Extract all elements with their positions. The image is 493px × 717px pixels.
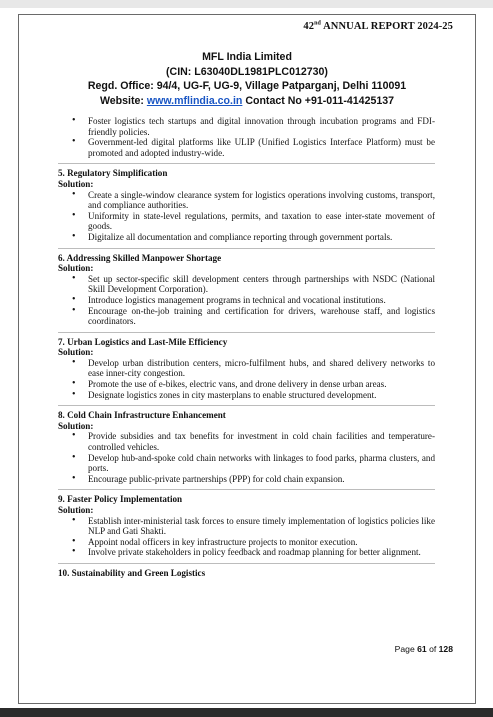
website-link[interactable]: www.mflindia.co.in — [146, 94, 243, 107]
bullet-list — [58, 431, 435, 484]
list-item: • Set up sector-specific skill development centers through partnerships with NSDC (National Skill Development Corporation). — [88, 274, 435, 295]
page-number — [395, 644, 453, 654]
bullet-list — [58, 516, 435, 558]
solution-label: Solution: — [58, 178, 94, 189]
intro-bullet-list — [58, 116, 435, 158]
of-word: of — [429, 644, 437, 654]
list-item: • Provide subsidies and tax benefits for investment in cold chain facilities and temperature-controlled vehicles. — [88, 431, 435, 452]
section-regulatory-simplification — [58, 163, 435, 242]
section-heading: 8. Cold Chain Infrastructure Enhancement — [58, 410, 226, 421]
list-item: • Develop hub-and-spoke cold chain networks with linkages to food parks, pharma clusters, and ports. — [88, 453, 435, 474]
company-letterhead — [18, 50, 476, 108]
company-cin: (CIN: L63040DL1981PLC012730) — [166, 65, 328, 78]
list-item: • Create a single-window clearance system for logistics operations involving customs, transport, and compliance authorities. — [88, 190, 435, 211]
solution-label: Solution: — [58, 263, 94, 274]
list-item: • Encourage on-the-job training and certification for drivers, warehouse staff, and logistics coordinators. — [88, 306, 435, 327]
list-item: • Government-led digital platforms like ULIP (Unified Logistics Interface Platform) must be promoted and adopted industry-wide. — [88, 137, 435, 158]
section-cold-chain — [58, 405, 435, 484]
list-item: • Introduce logistics management programs in technical and vocational institutions. — [88, 295, 435, 306]
current-page: 61 — [417, 644, 427, 654]
solution-label: Solution: — [58, 347, 94, 358]
report-ordinal-suffix: nd — [314, 20, 321, 27]
solution-label: Solution: — [58, 420, 94, 431]
list-item: • Develop urban distribution centers, micro-fulfilment hubs, and shared delivery networks to ease inner-city congestion. — [88, 358, 435, 379]
bullet-list — [58, 190, 435, 243]
section-heading: 7. Urban Logistics and Last-Mile Efficiency — [58, 336, 228, 347]
report-header — [303, 21, 453, 32]
total-pages: 128 — [438, 644, 453, 654]
registered-office: Regd. Office: 94/4, UG-F, UG-9, Village Patparganj, Delhi 110091 — [87, 80, 407, 92]
section-heading: 10. Sustainability and Green Logistics — [58, 567, 206, 578]
contact-number: Contact No +91-011-41425137 — [245, 94, 395, 107]
solution-label: Solution: — [58, 505, 94, 515]
company-name: MFL India Limited — [202, 51, 292, 63]
list-item: • Digitalize all documentation and compliance reporting through government portals. — [88, 232, 435, 243]
page-content — [58, 116, 435, 579]
report-ordinal: 42 — [303, 21, 315, 32]
viewer-top-strip — [0, 0, 493, 8]
bullet-list — [58, 358, 435, 400]
page-word: Page — [394, 644, 415, 654]
report-title: ANNUAL REPORT 2024-25 — [323, 21, 453, 32]
list-item: • Designate logistics zones in city masterplans to enable structured development. — [88, 390, 435, 401]
section-heading: 5. Regulatory Simplification — [58, 168, 168, 179]
bullet-list — [58, 274, 435, 327]
list-item: • Establish inter-ministerial task forces to ensure timely implementation of logistics policies like NLP and Gati Shakti. — [88, 516, 435, 537]
section-sustainability — [58, 563, 435, 579]
section-urban-logistics — [58, 332, 435, 401]
viewer-bottom-bar — [0, 708, 493, 717]
section-heading: 6. Addressing Skilled Manpower Shortage — [58, 252, 222, 263]
list-item: • Promote the use of e-bikes, electric vans, and drone delivery in dense urban areas. — [88, 379, 435, 390]
list-item: • Involve private stakeholders in policy feedback and roadmap planning for better alignment. — [88, 547, 435, 558]
intro-section — [58, 116, 435, 158]
section-policy-implementation — [58, 489, 435, 558]
website-contact-line — [18, 94, 476, 109]
section-heading: 9. Faster Policy Implementation — [58, 494, 183, 505]
list-item: • Appoint nodal officers in key infrastructure projects to monitor execution. — [88, 537, 435, 548]
list-item: • Uniformity in state-level regulations, permits, and taxation to ease inter-state movement of goods. — [88, 211, 435, 232]
list-item: • Foster logistics tech startups and digital innovation through incubation programs and FDI-friendly policies. — [88, 116, 435, 137]
website-label: Website: — [99, 94, 144, 107]
list-item: • Encourage public-private partnerships (PPP) for cold chain expansion. — [88, 474, 435, 485]
section-skilled-manpower — [58, 248, 435, 327]
